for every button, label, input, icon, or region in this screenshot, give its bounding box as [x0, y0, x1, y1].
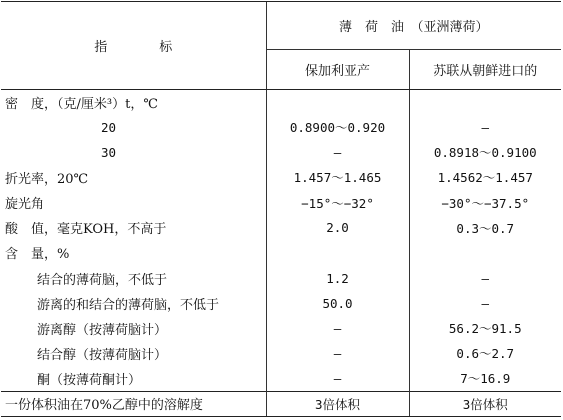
value-bulgaria: — — [266, 140, 409, 165]
value-bulgaria: 3倍体积 — [266, 391, 409, 416]
mint-oil-spec-table — [1, 1, 561, 417]
value-bulgaria — [266, 90, 409, 115]
table-row — [1, 165, 561, 190]
row-label: 酸 值，毫克KOH，不高于 — [5, 222, 167, 238]
value-bulgaria: — — [266, 366, 409, 391]
value-ussr-korea: 56.2～91.5 — [409, 316, 561, 341]
row-label: 含 量，% — [5, 247, 70, 263]
table-row — [1, 291, 561, 316]
row-label: 一份体积油在70%乙醇中的溶解度 — [1, 391, 266, 416]
value-ussr-korea: 0.8918～0.9100 — [409, 140, 561, 165]
row-label: 结合醇（按薄荷脑计） — [37, 347, 168, 363]
header-ussr-korea: 苏联从朝鲜进口的 — [409, 50, 561, 90]
table-row — [1, 140, 561, 165]
value-bulgaria: 0.8900～0.920 — [266, 115, 409, 140]
value-ussr-korea — [409, 240, 561, 265]
value-ussr-korea: 3倍体积 — [409, 391, 561, 416]
table-row — [1, 190, 561, 215]
value-bulgaria: — — [266, 316, 409, 341]
value-ussr-korea: — — [409, 265, 561, 290]
table-row — [1, 316, 561, 341]
header-mint-oil: 薄 荷 油 （亚洲薄荷） — [266, 2, 561, 50]
value-bulgaria: 1.2 — [266, 265, 409, 290]
value-ussr-korea: 1.4562～1.457 — [409, 165, 561, 190]
row-label: 30 — [101, 144, 117, 160]
row-label: 20 — [101, 119, 117, 135]
value-ussr-korea: 0.3～0.7 — [409, 215, 561, 240]
value-ussr-korea: 7～16.9 — [409, 366, 561, 391]
header-indicator: 指 标 — [1, 2, 266, 90]
header-bulgaria: 保加利亚产 — [266, 50, 409, 90]
table-row — [1, 115, 561, 140]
table-row — [1, 265, 561, 290]
value-ussr-korea: — — [409, 291, 561, 316]
value-ussr-korea: −30°～−37.5° — [409, 190, 561, 215]
row-label: 酮（按薄荷酮计） — [37, 372, 142, 388]
table-row — [1, 215, 561, 240]
value-ussr-korea: 0.6～2.7 — [409, 341, 561, 366]
value-bulgaria: 50.0 — [266, 291, 409, 316]
table-row — [1, 90, 561, 115]
table-row — [1, 391, 561, 416]
value-bulgaria: −15°～−32° — [266, 190, 409, 215]
table-row — [1, 341, 561, 366]
value-bulgaria: — — [266, 341, 409, 366]
row-label: 密 度，（克/厘米³）t，℃ — [5, 96, 158, 112]
table-body — [1, 90, 561, 417]
table-row — [1, 240, 561, 265]
value-bulgaria: 2.0 — [266, 215, 409, 240]
row-label: 游离醇（按薄荷脑计） — [37, 322, 168, 338]
row-label: 折光率，20℃ — [5, 171, 89, 187]
row-label: 游离的和结合的薄荷脑，不低于 — [37, 297, 220, 313]
value-ussr-korea: — — [409, 115, 561, 140]
value-bulgaria — [266, 240, 409, 265]
row-label: 结合的薄荷脑，不低于 — [37, 272, 168, 288]
value-ussr-korea — [409, 90, 561, 115]
row-label: 旋光角 — [5, 197, 45, 213]
value-bulgaria: 1.457～1.465 — [266, 165, 409, 190]
table-row — [1, 366, 561, 391]
